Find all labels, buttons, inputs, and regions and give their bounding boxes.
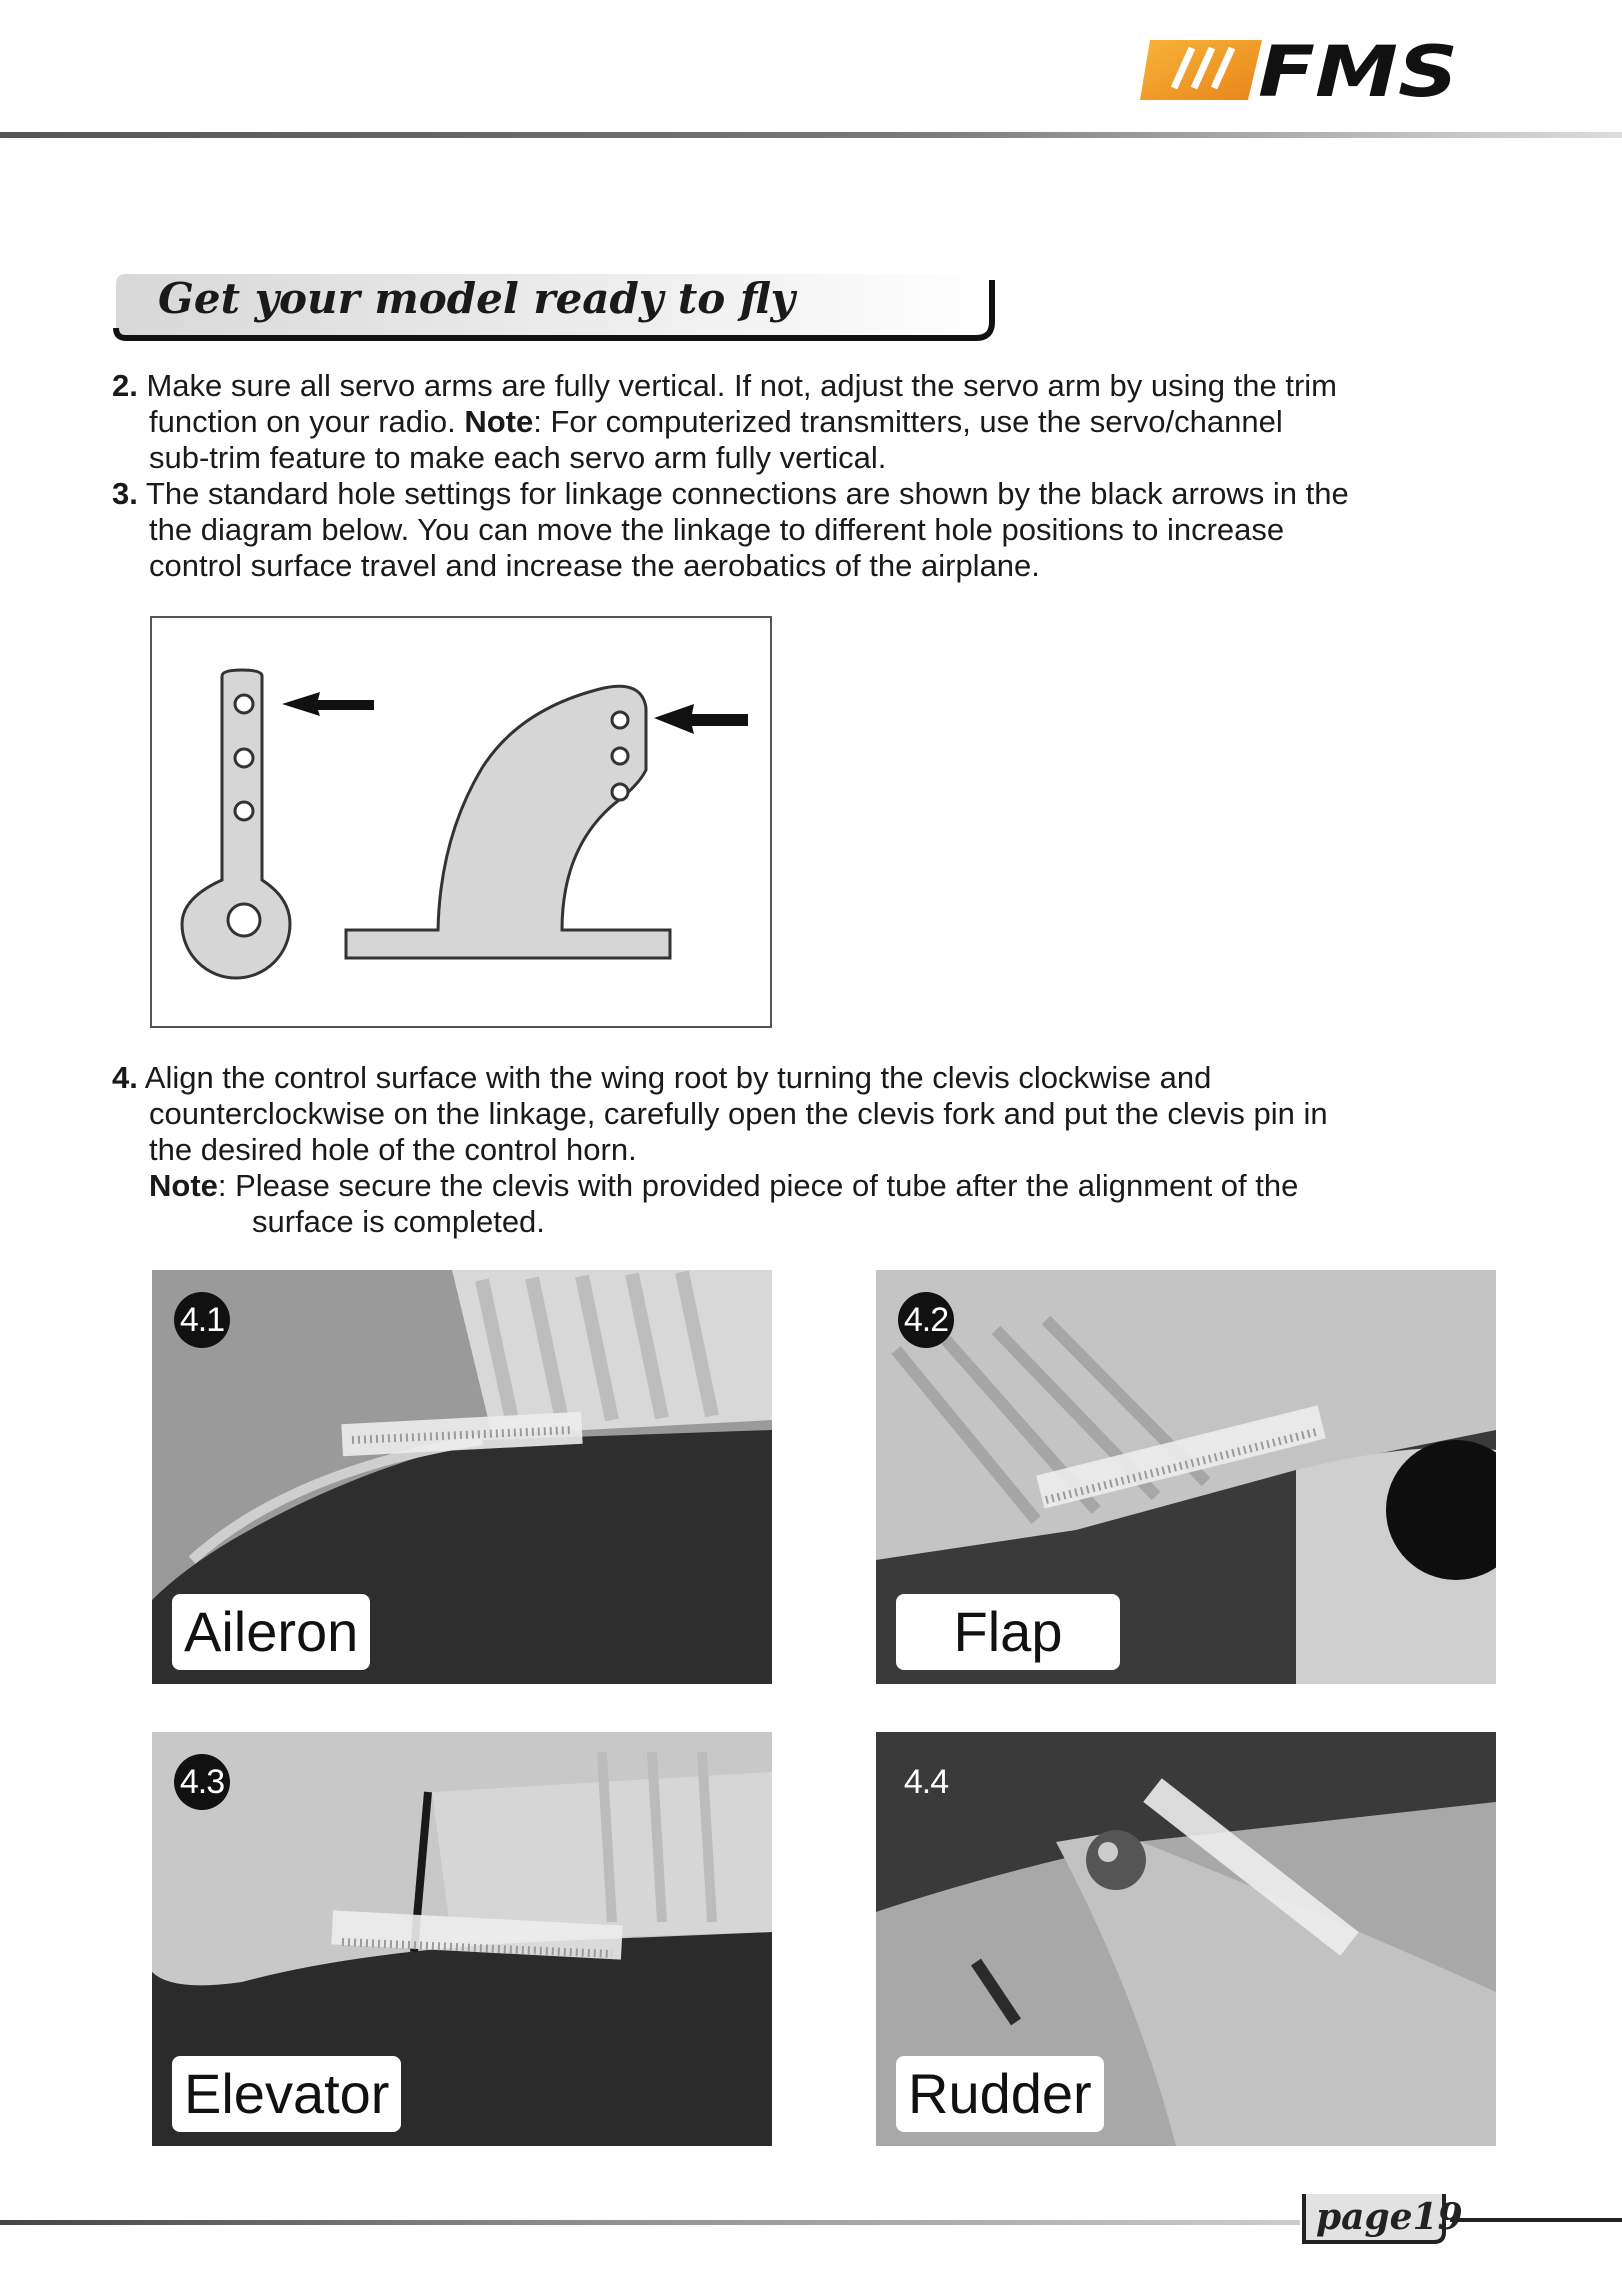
photo-number-badge: 4.1	[174, 1292, 230, 1348]
photo-number-badge: 4.3	[174, 1754, 230, 1810]
step-2	[112, 368, 1337, 476]
photo-label: Elevator	[172, 2056, 401, 2132]
page-number: page19	[1316, 2196, 1463, 2238]
step-text: : For computerized transmitters, use the servo/channel	[533, 404, 1283, 439]
step-text: : Please secure the clevis with provided piece of tube after the alignment of the	[217, 1168, 1299, 1203]
photo-label: Rudder	[896, 2056, 1104, 2132]
step-4	[112, 1060, 1328, 1240]
step-text: The standard hole settings for linkage connections are shown by the black arrows in the	[145, 476, 1349, 511]
step-text: sub-trim feature to make each servo arm fully vertical.	[149, 440, 887, 475]
arrow-icon	[282, 692, 374, 716]
photo-label: Flap	[896, 1594, 1120, 1670]
note-label: Note	[149, 1168, 218, 1203]
step-3	[112, 476, 1349, 584]
servo-arm	[182, 670, 290, 978]
brand-text: FMS	[1258, 31, 1458, 110]
photo-aileron	[152, 1270, 772, 1684]
section-title: Get your model ready to fly	[158, 274, 795, 323]
step-number: 4.	[112, 1060, 138, 1095]
step-text: the diagram below. You can move the linkage to different hole positions to increase	[149, 512, 1285, 547]
step-text: function on your radio.	[149, 404, 465, 439]
photo-rudder	[876, 1732, 1496, 2146]
control-horn	[346, 686, 670, 958]
linkage-diagram	[150, 616, 772, 1028]
step-number: 2.	[112, 368, 138, 403]
step-text: the desired hole of the control horn.	[149, 1132, 637, 1167]
photo-label: Aileron	[172, 1594, 370, 1670]
arrow-icon	[654, 704, 748, 734]
photo-elevator	[152, 1732, 772, 2146]
fms-logo	[1140, 30, 1470, 110]
header-rule	[0, 132, 1622, 138]
step-text: surface is completed.	[252, 1204, 545, 1239]
note-label: Note	[464, 404, 534, 439]
step-text: control surface travel and increase the aerobatics of the airplane.	[149, 548, 1040, 583]
photo-number-badge: 4.2	[898, 1292, 954, 1348]
photo-number-badge: 4.4	[903, 1763, 949, 1801]
step-text: Make sure all servo arms are fully vertical. If not, adjust the servo arm by using the trim	[146, 368, 1337, 403]
step-number: 3.	[112, 476, 138, 511]
step-text: Align the control surface with the wing root by turning the clevis clockwise and	[144, 1060, 1212, 1095]
footer-rule	[0, 2220, 1300, 2225]
photo-flap	[876, 1270, 1496, 1684]
step-text: counterclockwise on the linkage, carefully open the clevis fork and put the clevis pin in	[149, 1096, 1328, 1131]
footer-rule	[1450, 2218, 1622, 2222]
